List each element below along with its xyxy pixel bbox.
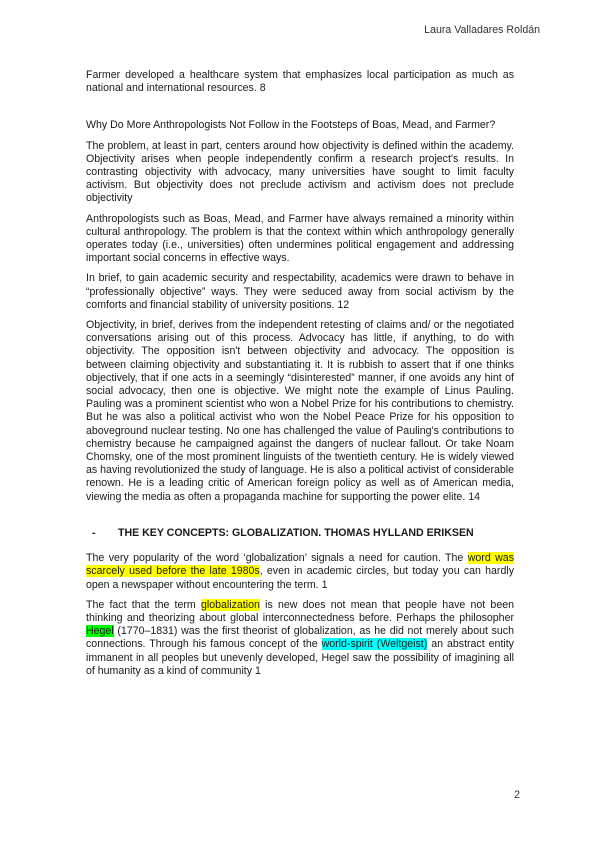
text-run: an abstract entity immanent in all peoples but unevenly developed, Hegel saw the possibility of imagining all of humanity as a kind of community 1 [86, 638, 514, 677]
text-run: The fact that the term [86, 598, 201, 611]
section-title: THE KEY CONCEPTS: GLOBALIZATION. THOMAS HYLLAND ERIKSEN [118, 526, 474, 539]
paragraph-objectivity-advocacy: Objectivity, in brief, derives from the independent retesting of claims and/ or the negotiated conversations arising out of this process. Advocacy has little, if anything, to do with objectivity. The opposition isn't between objectivity and advocacy. The opposition is between claiming objectivity and substantiating it. It is rubbish to assert that if one thinks objectively, that if one acts in a seemingly “disinterested” manner, if one avoids any hint of social advocacy, then one is objective. We might note the example of Linus Pauling. Pauling was a prominent scientist who won a Nobel Prize for his contributions to chemistry. But he was also a political activist who won the Nobel Peace Prize for his opposition to aboveground nuclear testing. No one has challenged the value of Pauling's contributions to chemistry because he campaigned against the dangers of nuclear fallout. Or take Noam Chomsky, one of the most prominent linguists of the twentieth century. He is widely viewed as having revolutionized the study of language. He is also a political activist of considerable renown. He is a leading critic of American foreign policy as well as of American media, viewing the media as often a propaganda machine for supporting the power elite. 14 [86, 319, 514, 503]
question-heading: Why Do More Anthropologists Not Follow in the Footsteps of Boas, Mead, and Farmer? [86, 119, 496, 132]
paragraph-globalization-term [86, 599, 514, 678]
text-run: The very popularity of the word ‘globalization’ signals a need for caution. The [86, 552, 468, 565]
list-dash: - [92, 526, 96, 539]
text-run: , even in academic circles, but today you can hardly open a newspaper without encountering the term. 1 [86, 565, 515, 591]
section-heading-globalization [86, 527, 514, 540]
highlight-cyan: world-spirit (Weltgeist) [321, 638, 428, 651]
page-number: 2 [514, 789, 520, 801]
highlight-green: Hegel [86, 625, 114, 638]
highlight-yellow: word was scarcely used before the late 1980s [86, 552, 514, 578]
paragraph-minority-anthropologists: Anthropologists such as Boas, Mead, and Farmer have always remained a minority within cultural anthropology. The problem is that the context within which anthropology generally operates today (i.e., universities) often undermines political engagement and addressing important social concerns in effective ways. [86, 212, 514, 265]
highlight-yellow: globalization [200, 598, 260, 611]
document-body [86, 69, 514, 678]
text-run: (1770–1831) was the first theorist of globalization, as he did not merely about such connections. Through his famous concept of the [86, 625, 514, 651]
text-run: is new does not mean that people have not been thinking and theorizing about global interconnectedness before. Perhaps the philosopher [86, 598, 514, 624]
paragraph-objectivity-definition: The problem, at least in part, centers around how objectivity is defined within the academy. Objectivity arises when people independently confirm a research project's results. In contrasting objectivity with advocacy, many universities have sought to limit faculty activism. But objectivity does not preclude activism and activism does not preclude objectivity [86, 139, 514, 205]
running-header-author: Laura Valladares Roldán [424, 24, 540, 36]
paragraph-academic-security: In brief, to gain academic security and respectability, academics were drawn to behave in “professionally objective” ways. They were seduced away from social activism by the comforts and financial stability of university positions. 12 [86, 272, 514, 311]
paragraph-farmer-healthcare: Farmer developed a healthcare system that emphasizes local participation as much as national and international resources. 8 [86, 69, 514, 95]
paragraph-globalization-popularity [86, 552, 514, 592]
